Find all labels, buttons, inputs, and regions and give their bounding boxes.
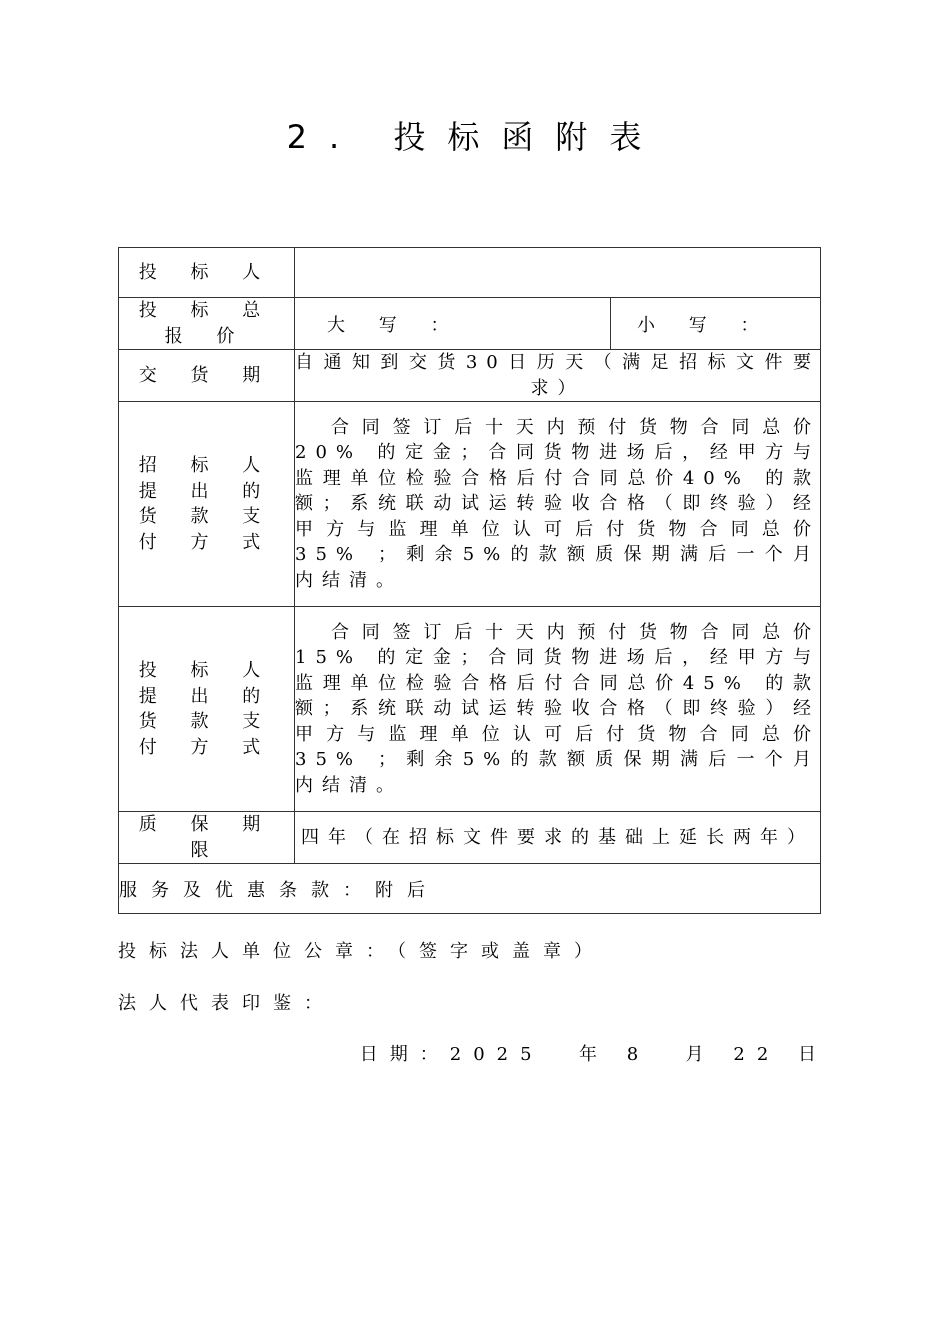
warranty-value: 四年（在招标文件要求的基础上延长两年） [295,812,821,864]
table-row [119,248,821,298]
table-row [119,298,821,350]
bidder-payment-label: 投 标 人 提 出 的 货 款 支 付 方 式 [119,607,295,812]
bidder-payment-value: 合同签订后十天内预付货物合同总价15% 的定金；合同货物进场后，经甲方与监理单位检验合格后付合同总价45% 的款额；系统联动试运转验收合格（即终验）经甲方与监理单位认可后付货物合同总价35% ；剩余5%的款额质保期满后一个月内结清。 [295,607,821,812]
table-row [119,607,821,812]
service-terms: 服务及优惠条款：附后 [119,864,821,914]
lower-amount-field[interactable]: 小 写 ： [637,314,773,336]
date-line: 日期：2025 年 8 月 22 日 [359,1044,828,1065]
bid-appendix-table [118,247,821,914]
table-row [119,350,821,402]
total-price-cell [295,298,821,350]
warranty-label: 质 保 期 限 [119,812,295,864]
bidder-label: 投 标 人 [119,248,295,298]
table-row [119,402,821,607]
page-title: 2. 投标函附表 [286,118,664,156]
tenderer-payment-value: 合同签订后十天内预付货物合同总价20% 的定金；合同货物进场后，经甲方与监理单位检验合格后付合同总价40% 的款额；系统联动试运转验收合格（即终验）经甲方与监理单位认可后付货物合同总价35% ；剩余5%的款额质保期满后一个月内结清。 [295,402,821,607]
bidder-value[interactable] [295,248,821,298]
table-row [119,864,821,914]
seal-line: 投标法人单位公章：（签字或盖章） [118,941,605,962]
total-price-label: 投 标 总 报 价 [119,298,295,350]
legal-rep-line: 法人代表印鉴： [118,993,335,1014]
delivery-value: 自通知到交货30日历天（满足招标文件要求） [295,350,821,402]
table-row [119,812,821,864]
capital-amount-field[interactable]: 大 写 ： [295,298,611,349]
tenderer-payment-label: 招 标 人 提 出 的 货 款 支 付 方 式 [119,402,295,607]
delivery-label: 交 货 期 [119,350,295,402]
